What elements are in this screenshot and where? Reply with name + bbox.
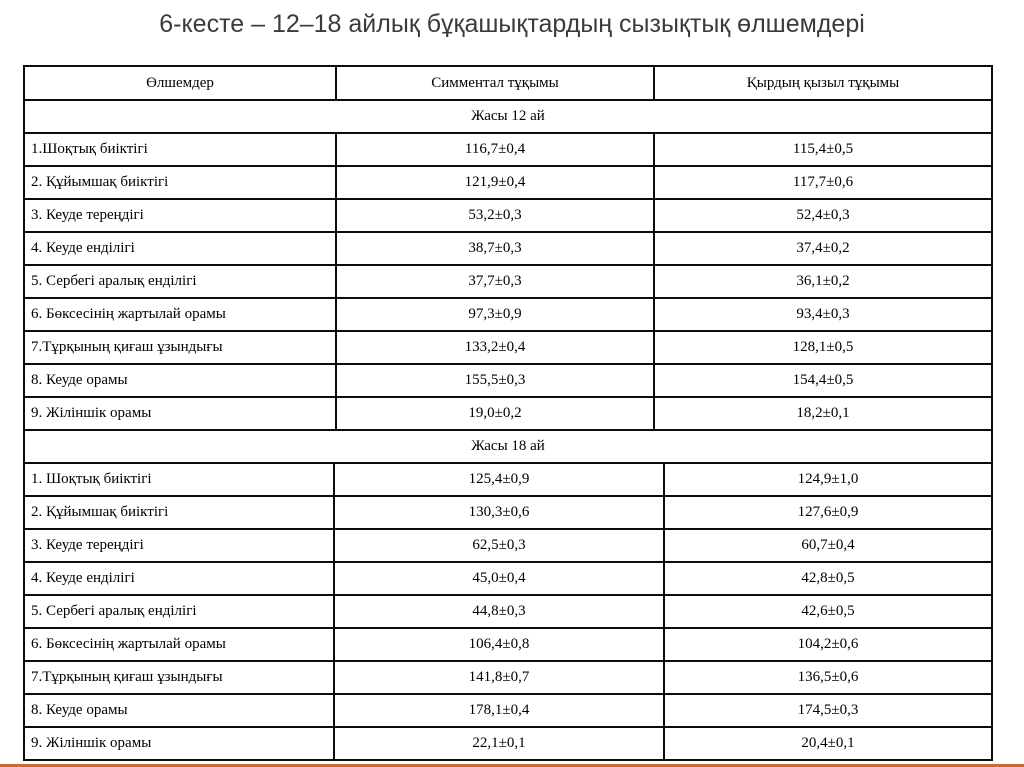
value-simmental: 178,1±0,4 [334,694,664,727]
table-row [24,265,992,298]
table-row [24,595,992,628]
value-simmental: 97,3±0,9 [336,298,654,331]
measurement-label: 9. Жіліншік орамы [24,397,336,430]
value-simmental: 44,8±0,3 [334,595,664,628]
table-row [24,364,992,397]
value-kyrdyn-kyzyl: 124,9±1,0 [664,463,992,496]
measurement-label: 3. Кеуде тереңдігі [24,199,336,232]
value-kyrdyn-kyzyl: 127,6±0,9 [664,496,992,529]
measurement-label: 8. Кеуде орамы [24,694,334,727]
measurement-label: 1. Шоқтық биіктігі [24,463,334,496]
value-simmental: 125,4±0,9 [334,463,664,496]
table-row [24,133,992,166]
value-kyrdyn-kyzyl: 136,5±0,6 [664,661,992,694]
section-label: Жасы 12 ай [24,100,992,133]
value-simmental: 38,7±0,3 [336,232,654,265]
table-row [24,232,992,265]
value-simmental: 121,9±0,4 [336,166,654,199]
table-row [24,694,992,727]
value-simmental: 53,2±0,3 [336,199,654,232]
table-row [24,529,992,562]
table-row [24,331,992,364]
section-row [24,100,992,133]
value-kyrdyn-kyzyl: 42,6±0,5 [664,595,992,628]
measurement-label: 7.Тұрқының қиғаш ұзындығы [24,661,334,694]
column-header-simmental: Симментал тұқымы [336,66,654,100]
value-simmental: 155,5±0,3 [336,364,654,397]
value-kyrdyn-kyzyl: 104,2±0,6 [664,628,992,661]
value-simmental: 62,5±0,3 [334,529,664,562]
value-simmental: 106,4±0,8 [334,628,664,661]
table-row [24,661,992,694]
measurements-table [23,65,991,761]
measurement-label: 6. Бөксесінің жартылай орамы [24,628,334,661]
value-kyrdyn-kyzyl: 93,4±0,3 [654,298,992,331]
value-simmental: 116,7±0,4 [336,133,654,166]
page-title: 6-кесте – 12–18 айлық бұқашықтардың сызықтық өлшемдері [159,10,865,38]
value-kyrdyn-kyzyl: 117,7±0,6 [654,166,992,199]
table-part-18-months [23,429,993,761]
value-kyrdyn-kyzyl: 60,7±0,4 [664,529,992,562]
value-kyrdyn-kyzyl: 36,1±0,2 [654,265,992,298]
table-row [24,199,992,232]
measurement-label: 1.Шоқтық биіктігі [24,133,336,166]
value-simmental: 19,0±0,2 [336,397,654,430]
value-simmental: 45,0±0,4 [334,562,664,595]
value-kyrdyn-kyzyl: 52,4±0,3 [654,199,992,232]
value-simmental: 133,2±0,4 [336,331,654,364]
table-row [24,496,992,529]
value-simmental: 141,8±0,7 [334,661,664,694]
table-row [24,166,992,199]
table-row [24,298,992,331]
value-kyrdyn-kyzyl: 154,4±0,5 [654,364,992,397]
section-label: Жасы 18 ай [24,430,992,463]
measurement-label: 5. Сербегі аралық енділігі [24,595,334,628]
table-row [24,562,992,595]
value-kyrdyn-kyzyl: 42,8±0,5 [664,562,992,595]
value-simmental: 22,1±0,1 [334,727,664,760]
measurement-label: 8. Кеуде орамы [24,364,336,397]
table-row [24,727,992,760]
measurement-label: 6. Бөксесінің жартылай орамы [24,298,336,331]
value-kyrdyn-kyzyl: 37,4±0,2 [654,232,992,265]
table-part-12-months [23,65,993,431]
section-row [24,430,992,463]
measurement-label: 2. Құйымшақ биіктігі [24,166,336,199]
value-kyrdyn-kyzyl: 128,1±0,5 [654,331,992,364]
table-header-row [24,66,992,100]
value-kyrdyn-kyzyl: 174,5±0,3 [664,694,992,727]
value-kyrdyn-kyzyl: 115,4±0,5 [654,133,992,166]
value-simmental: 130,3±0,6 [334,496,664,529]
value-kyrdyn-kyzyl: 18,2±0,1 [654,397,992,430]
column-header-measurements: Өлшемдер [24,66,336,100]
table-row [24,397,992,430]
measurement-label: 9. Жіліншік орамы [24,727,334,760]
measurement-label: 3. Кеуде тереңдігі [24,529,334,562]
measurement-label: 7.Тұрқының қиғаш ұзындығы [24,331,336,364]
table-row [24,463,992,496]
table-row [24,628,992,661]
value-kyrdyn-kyzyl: 20,4±0,1 [664,727,992,760]
value-simmental: 37,7±0,3 [336,265,654,298]
measurement-label: 2. Құйымшақ биіктігі [24,496,334,529]
measurement-label: 5. Сербегі аралық енділігі [24,265,336,298]
measurement-label: 4. Кеуде енділігі [24,562,334,595]
measurement-label: 4. Кеуде енділігі [24,232,336,265]
column-header-kyrdyn-kyzyl: Қырдың қызыл тұқымы [654,66,992,100]
